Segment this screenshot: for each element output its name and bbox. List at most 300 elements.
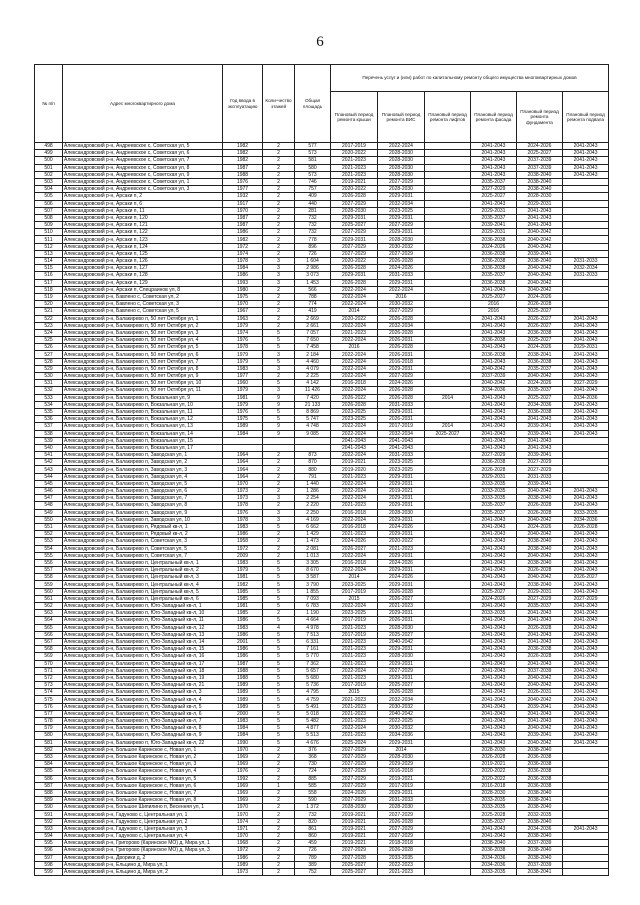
table-cell: 2028-2030 — [378, 236, 425, 243]
table-cell: 589 — [35, 797, 63, 804]
table-cell: 2038-2040 — [517, 746, 563, 753]
table-row — [35, 214, 609, 221]
table-cell: 861 — [295, 825, 331, 832]
table-cell: 2021-2023 — [331, 646, 378, 653]
table-cell: 2041-2043 — [563, 351, 609, 358]
table-cell — [425, 143, 471, 150]
table-cell: 5 — [263, 595, 295, 602]
table-cell: Александровский р-н, Григорово (Каринское МО) д, Мира ул, 3 — [63, 847, 223, 854]
table-cell: 409 — [295, 193, 331, 200]
table-row — [35, 739, 609, 746]
table-row — [35, 811, 609, 818]
table-cell: 2 — [263, 466, 295, 473]
table-cell: 1976 — [223, 337, 263, 344]
table-cell: 1987 — [223, 660, 263, 667]
table-cell: 2 — [263, 236, 295, 243]
table-cell: 5 680 — [295, 674, 331, 681]
table-cell: 2041-2043 — [471, 718, 517, 725]
table-cell: 2041-2043 — [471, 164, 517, 171]
table-cell: Александровский р-н, Балакирево п, Рядовый кв-л, 2 — [63, 531, 223, 538]
table-cell: 2027-2029 — [378, 833, 425, 840]
table-cell: 510 — [35, 229, 63, 236]
table-cell — [425, 516, 471, 523]
table-cell: 2029-2031 — [378, 193, 425, 200]
table-cell — [425, 401, 471, 408]
table-cell: 2027-2029 — [378, 667, 425, 674]
table-cell: 591 — [35, 811, 63, 818]
table-cell: 552 — [35, 531, 63, 538]
table-cell: 2032-2035 — [517, 811, 563, 818]
table-cell: 2 — [263, 768, 295, 775]
table-cell: 2 — [263, 545, 295, 552]
table-cell: 2024-2026 — [517, 380, 563, 387]
table-cell: 568 — [35, 646, 63, 653]
table-cell: 2 — [263, 214, 295, 221]
header-group: Перечень услуг и (или) работ по капитальному ремонту общего имущества многоквартирных домов — [331, 65, 609, 92]
table-cell: 534 — [35, 401, 63, 408]
table-cell: Александровский р-н, Балакирево п, Заводская ул, 7 — [63, 495, 223, 502]
table-cell: 2025-2027 — [517, 337, 563, 344]
table-cell: 1988 — [223, 171, 263, 178]
table-cell: 2041-2043 — [517, 660, 563, 667]
table-cell: 3 — [263, 258, 295, 265]
table-cell: 1 429 — [295, 531, 331, 538]
table-cell: 2 — [263, 753, 295, 760]
table-cell: 2029-2031 — [517, 588, 563, 595]
table-cell: 1968 — [223, 840, 263, 847]
table-cell: 504 — [35, 186, 63, 193]
table-cell: 1988 — [223, 667, 263, 674]
table-body — [35, 143, 609, 876]
table-cell — [425, 488, 471, 495]
table-cell — [563, 861, 609, 868]
table-cell: 2041-2043 — [563, 660, 609, 667]
table-cell — [563, 840, 609, 847]
table-cell: 2041-2043 — [563, 373, 609, 380]
table-cell: 730 — [295, 761, 331, 768]
table-cell — [425, 358, 471, 365]
table-cell: 732 — [295, 214, 331, 221]
table-cell: 527 — [35, 351, 63, 358]
table-cell: 2041-2043 — [471, 416, 517, 423]
table-row — [35, 495, 609, 502]
table-cell: 2029-2031 — [378, 660, 425, 667]
table-row — [35, 646, 609, 653]
table-cell — [425, 416, 471, 423]
table-cell: 2033-2035 — [471, 804, 517, 811]
table-cell: 2036-2038 — [517, 408, 563, 415]
table-cell: 2041-2043 — [563, 164, 609, 171]
table-cell: 1986 — [223, 646, 263, 653]
table-row — [35, 408, 609, 415]
table-cell — [425, 782, 471, 789]
table-cell — [223, 444, 263, 451]
table-cell: 2026-2028 — [378, 329, 425, 336]
table-row — [35, 351, 609, 358]
table-cell: 2040-2042 — [378, 638, 425, 645]
table-row — [35, 143, 609, 150]
table-cell: 2035-2037 — [471, 818, 517, 825]
table-cell: 5 — [263, 710, 295, 717]
table-cell: 732 — [295, 811, 331, 818]
table-row — [35, 660, 609, 667]
table-cell: 2041-2043 — [563, 610, 609, 617]
table-cell: 1986 — [223, 653, 263, 660]
table-cell: 1978 — [223, 344, 263, 351]
table-cell: 2027-2029 — [563, 595, 609, 602]
table-cell — [425, 444, 471, 451]
table-cell: 5 482 — [295, 718, 331, 725]
table-cell: 2036-2038 — [471, 265, 517, 272]
table-cell: 2038-2040 — [517, 171, 563, 178]
table-row — [35, 459, 609, 466]
table-cell: 2027-2029 — [331, 250, 378, 257]
table-cell: 2009 — [223, 552, 263, 559]
table-cell: 2 986 — [295, 265, 331, 272]
table-cell: 2041-2043 — [563, 617, 609, 624]
table-cell: 554 — [35, 545, 63, 552]
table-cell: 544 — [35, 473, 63, 480]
table-cell: 2041-2043 — [563, 531, 609, 538]
table-cell: 2027-2029 — [331, 768, 378, 775]
table-cell: 2023-2025 — [331, 408, 378, 415]
table-row — [35, 488, 609, 495]
table-cell: Александровский р-н, Арсаки п, 11 — [63, 207, 223, 214]
table-cell — [425, 473, 471, 480]
table-cell: 2041-2043 — [471, 394, 517, 401]
table-row — [35, 617, 609, 624]
table-cell: 774 — [295, 301, 331, 308]
table-cell: 2041-2043 — [471, 430, 517, 437]
table-row — [35, 538, 609, 545]
table-cell: 2041-2043 — [563, 825, 609, 832]
table-cell — [425, 243, 471, 250]
table-cell: Александровский р-н, Андреевское с, Советская ул, 1 — [63, 178, 223, 185]
table-cell — [563, 207, 609, 214]
table-cell: 2029-2031 — [378, 646, 425, 653]
table-cell: 1983 — [223, 624, 263, 631]
table-cell: 1 604 — [295, 258, 331, 265]
table-cell: 558 — [35, 574, 63, 581]
table-cell: 2015 — [331, 595, 378, 602]
table-cell: 2041-2043 — [517, 207, 563, 214]
table-cell: 5 — [263, 718, 295, 725]
table-cell: 2025-2027 — [378, 682, 425, 689]
table-cell: 2041-2043 — [563, 696, 609, 703]
table-cell: 1989 — [223, 696, 263, 703]
table-cell: 2028-2030 — [471, 789, 517, 796]
table-cell: Александровский р-н, Большое Шипилино п, Весенняя ул, 1 — [63, 804, 223, 811]
table-cell: 1983 — [223, 718, 263, 725]
table-row — [35, 265, 609, 272]
table-row — [35, 638, 609, 645]
table-cell: 2035-2037 — [471, 272, 517, 279]
table-cell: Александровский р-н, Большое Каринское с, Новая ул, 7 — [63, 789, 223, 796]
table-cell: 9 — [263, 394, 295, 401]
table-cell: 2 — [263, 178, 295, 185]
table-cell: 2028-2030 — [378, 509, 425, 516]
table-cell: 2032-2034 — [378, 696, 425, 703]
table-cell: 2040-2042 — [517, 552, 563, 559]
table-cell: 2021-2023 — [331, 624, 378, 631]
table-cell: 2034-2036 — [471, 861, 517, 868]
table-cell — [563, 229, 609, 236]
table-cell — [425, 373, 471, 380]
table-cell: 2024-2026 — [378, 559, 425, 566]
table-cell: 5 — [263, 329, 295, 336]
table-cell: 2028-2030 — [331, 207, 378, 214]
table-cell — [425, 286, 471, 293]
table-cell: 2041-2043 — [471, 660, 517, 667]
table-cell — [563, 797, 609, 804]
table-cell — [425, 581, 471, 588]
table-cell: 503 — [35, 178, 63, 185]
table-cell — [425, 653, 471, 660]
table-cell: Александровский р-н, Балакирево п, Вокзальная ул, 13 — [63, 423, 223, 430]
table-cell: 2034-2036 — [471, 854, 517, 861]
table-row — [35, 588, 609, 595]
table-cell: 2041-2043 — [471, 559, 517, 566]
table-cell: 2 — [263, 186, 295, 193]
table-cell: 2029-2031 — [378, 480, 425, 487]
table-cell: 1970 — [223, 833, 263, 840]
table-row — [35, 279, 609, 286]
table-cell: 2037-2039 — [471, 373, 517, 380]
table-cell — [425, 854, 471, 861]
table-cell: 3 — [263, 387, 295, 394]
table-cell: 524 — [35, 329, 63, 336]
table-cell: Александровский р-н, Григорово (Каринское МО) д, Мира ул, 1 — [63, 840, 223, 847]
table-cell: 2022-2024 — [331, 603, 378, 610]
table-cell — [425, 847, 471, 854]
table-cell: 2021-2023 — [331, 732, 378, 739]
table-cell: 2 — [263, 459, 295, 466]
table-cell: 2 — [263, 322, 295, 329]
table-cell: Александровский р-н, Балакирево п, Советская ул, 5 — [63, 545, 223, 552]
table-cell — [425, 214, 471, 221]
table-cell — [563, 768, 609, 775]
table-cell: 2041-2043 — [471, 444, 517, 451]
table-cell: 2035-2037 — [517, 603, 563, 610]
table-cell: 2026-2028 — [471, 466, 517, 473]
table-cell: 2 — [263, 200, 295, 207]
table-cell: 2026-2028 — [331, 193, 378, 200]
table-cell: 2041-2043 — [563, 710, 609, 717]
table-cell — [425, 840, 471, 847]
table-cell — [563, 854, 609, 861]
table-cell: 2041-2043 — [471, 739, 517, 746]
header-vis: Плановый период ремонта ВИС — [378, 92, 425, 143]
table-cell: 2019-2021 — [331, 459, 378, 466]
table-cell: 1969 — [223, 761, 263, 768]
table-cell: 2041-2043 — [563, 725, 609, 732]
table-cell: 2028-2030 — [378, 624, 425, 631]
header-year: Год ввода в эксплуатацию — [223, 65, 263, 143]
table-cell: 459 — [295, 840, 331, 847]
table-cell: 536 — [35, 416, 63, 423]
table-cell: 1976 — [223, 768, 263, 775]
table-cell: 1972 — [223, 243, 263, 250]
table-cell: 3 — [263, 509, 295, 516]
table-cell: Александровский р-н, Балакирево п, Юго-Западный кв-л, 17 — [63, 660, 223, 667]
table-cell: 1982 — [223, 150, 263, 157]
table-cell: 2041-2043 — [563, 674, 609, 681]
table-cell — [425, 337, 471, 344]
table-cell: 1983 — [223, 559, 263, 566]
table-cell: 2033-2035 — [471, 610, 517, 617]
table-cell: 550 — [35, 516, 63, 523]
table-row — [35, 703, 609, 710]
table-cell: 3 — [263, 272, 295, 279]
table-cell: 376 — [295, 746, 331, 753]
table-cell: 2038-2040 — [517, 833, 563, 840]
table-cell: 577 — [35, 710, 63, 717]
table-cell: 2038-2040 — [517, 186, 563, 193]
table-cell: Александровский р-н, Балакирево п, Вокзальная ул, 10 — [63, 401, 223, 408]
table-cell: 1972 — [223, 545, 263, 552]
table-cell — [425, 531, 471, 538]
table-cell: 2040-2042 — [517, 265, 563, 272]
table-cell: 559 — [35, 581, 63, 588]
table-cell: 1960 — [223, 380, 263, 387]
table-cell: 2038-2040 — [517, 545, 563, 552]
table-cell: 2 — [263, 301, 295, 308]
table-cell: 2041-2043 — [471, 286, 517, 293]
table-cell: Александровский р-н, Балакирево п, Советская ул, 7 — [63, 552, 223, 559]
table-cell: 513 — [35, 250, 63, 257]
table-cell: 583 — [35, 753, 63, 760]
table-cell: 5 — [263, 603, 295, 610]
header-roof: Плановый период ремонта крыши — [331, 92, 378, 143]
table-cell: 1970 — [223, 301, 263, 308]
table-cell: 2021-2023 — [331, 718, 378, 725]
table-cell: 595 — [35, 840, 63, 847]
table-cell — [425, 588, 471, 595]
table-cell — [425, 322, 471, 329]
table-cell: 1979 — [223, 387, 263, 394]
table-row — [35, 423, 609, 430]
table-cell: 2017-2019 — [331, 143, 378, 150]
table-cell — [563, 480, 609, 487]
table-cell: 2019-2021 — [378, 488, 425, 495]
header-basement: Плановый период ремонта подвала — [563, 92, 609, 143]
table-cell: 2041-2043 — [517, 444, 563, 451]
table-cell: 2030-2032 — [378, 243, 425, 250]
table-cell: 2022-2024 — [331, 488, 378, 495]
table-cell: 2022-2024 — [331, 516, 378, 523]
table-cell: 2026-2028 — [331, 279, 378, 286]
table-cell: 2038-2040 — [517, 804, 563, 811]
table-cell — [425, 646, 471, 653]
table-cell — [563, 444, 609, 451]
table-cell: 502 — [35, 171, 63, 178]
table-cell: Александровский р-н, Арсаки п, 127 — [63, 265, 223, 272]
table-cell: 2041-2043 — [331, 444, 378, 451]
table-cell: 2041-2043 — [563, 495, 609, 502]
table-cell: 2024-2026 — [378, 523, 425, 530]
table-cell: 2021-2023 — [378, 545, 425, 552]
table-cell: 880 — [295, 466, 331, 473]
header-num: № п/п — [35, 65, 63, 143]
table-cell: 9 — [263, 401, 295, 408]
table-cell: 594 — [35, 833, 63, 840]
table-cell: Александровский р-н, Балакирево п, 50 лет Октября ул, 7 — [63, 358, 223, 365]
table-cell — [425, 624, 471, 631]
table-cell: Александровский р-н, Балакирево п, Центральный кв-л, 2 — [63, 567, 223, 574]
table-cell: 2024-2026 — [378, 574, 425, 581]
table-row — [35, 394, 609, 401]
table-cell: 2031-2033 — [563, 258, 609, 265]
table-cell: 557 — [35, 567, 63, 574]
table-cell: 2040-2042 — [517, 725, 563, 732]
table-cell: 2021-2023 — [331, 531, 378, 538]
table-cell: 2026-2028 — [517, 567, 563, 574]
table-cell: 2029-2031 — [471, 207, 517, 214]
table-cell: 590 — [295, 797, 331, 804]
table-cell: 11 426 — [295, 387, 331, 394]
table-cell: 514 — [35, 258, 63, 265]
table-row — [35, 674, 609, 681]
table-cell: Александровский р-н, Арсаки п, Спецраинов ул, 8 — [63, 286, 223, 293]
table-cell: Александровский р-н, Балакирево п, Юго-Западный кв-л, 10 — [63, 610, 223, 617]
table-cell: 2038-2041 — [517, 351, 563, 358]
table-cell — [295, 437, 331, 444]
table-cell: 2018-2018 — [378, 840, 425, 847]
table-cell: 2 081 — [295, 545, 331, 552]
table-cell — [563, 250, 609, 257]
table-cell: 5 747 — [295, 416, 331, 423]
table-cell: 2036-2038 — [517, 646, 563, 653]
table-cell: 2041-2043 — [563, 646, 609, 653]
table-cell: 2036-2038 — [471, 351, 517, 358]
table-cell: 2022-2024 — [331, 322, 378, 329]
table-cell: 2025-2027 — [517, 150, 563, 157]
table-cell: 579 — [35, 725, 63, 732]
table-cell: 2040-2042 — [378, 710, 425, 717]
table-cell: 2029-2031 — [517, 200, 563, 207]
table-cell: 1985 — [223, 588, 263, 595]
table-cell: 2036-2038 — [517, 358, 563, 365]
table-row — [35, 833, 609, 840]
table-cell — [425, 545, 471, 552]
table-cell: Александровский р-н, Балакирево п, Юго-Западный кв-л, 7 — [63, 718, 223, 725]
table-cell: 2026-2028 — [378, 689, 425, 696]
table-cell: Александровский р-н, Балакирево п, 50 лет Октября ул, 9 — [63, 373, 223, 380]
table-cell — [425, 229, 471, 236]
table-cell: 5 — [263, 674, 295, 681]
table-cell: Александровский р-н, Большое Каринское с, Новая ул, 1 — [63, 746, 223, 753]
table-cell: 567 — [35, 638, 63, 645]
table-cell — [563, 789, 609, 796]
table-cell: 1981 — [223, 574, 263, 581]
table-cell — [563, 186, 609, 193]
table-cell: 791 — [295, 473, 331, 480]
table-cell: 1981 — [223, 603, 263, 610]
table-cell: 2040-2042 — [517, 682, 563, 689]
table-cell: Александровский р-н, Большое Каринское с, Новая ул, 5 — [63, 775, 223, 782]
table-cell: 2 — [263, 847, 295, 854]
table-cell: 2041-2043 — [517, 222, 563, 229]
table-cell: 547 — [35, 495, 63, 502]
table-row — [35, 358, 609, 365]
table-cell: 2036-2038 — [517, 768, 563, 775]
table-cell: Александровский р-н, Андреевское с, Советская ул, 3 — [63, 186, 223, 193]
table-row — [35, 272, 609, 279]
table-cell: 2041-2043 — [471, 150, 517, 157]
table-cell: Александровский р-н, Ельцино д, Мира ул, 1 — [63, 861, 223, 868]
table-row — [35, 689, 609, 696]
table-cell: 2039-2041 — [517, 703, 563, 710]
